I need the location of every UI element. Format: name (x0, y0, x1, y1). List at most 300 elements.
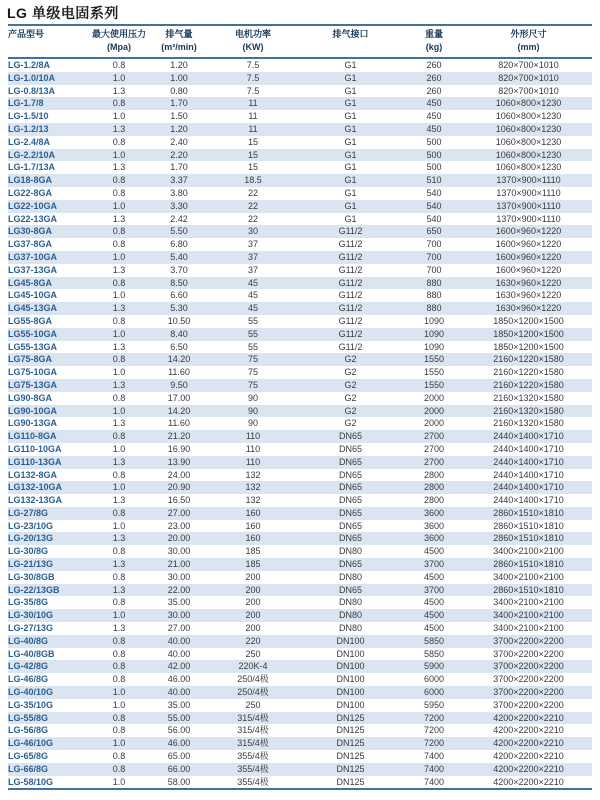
value-cell: 4200×2200×2210 (493, 776, 564, 787)
value-cell: 450 (426, 98, 442, 109)
value-cell: 1370×900×1110 (496, 175, 561, 186)
value-cell: 1.3 (112, 418, 126, 429)
table-row (8, 315, 592, 328)
model-cell: LG-27/13G (8, 623, 54, 634)
value-cell: 315/4极 (237, 738, 269, 749)
value-cell: 4500 (423, 571, 445, 582)
table-row (8, 366, 592, 379)
value-cell: 7200 (423, 738, 445, 749)
value-cell: 1.0 (112, 443, 126, 454)
value-cell: 1.3 (112, 341, 126, 352)
value-cell: 3600 (423, 507, 445, 518)
value-cell: 2440×1400×1710 (493, 469, 564, 480)
value-cell: 1600×960×1220 (495, 239, 562, 250)
value-cell: 2860×1510×1810 (493, 507, 564, 518)
value-cell: 110 (245, 456, 261, 467)
column-header (298, 25, 403, 58)
value-cell: 185 (245, 559, 261, 570)
model-cell: LG-40/8GB (8, 648, 55, 659)
model-cell: LG-1.2/13 (8, 123, 49, 134)
table-row (8, 264, 592, 277)
value-cell: 450 (426, 111, 442, 122)
value-cell: DN100 (336, 648, 365, 659)
model-cell: LG37-13GA (8, 264, 58, 275)
value-cell: 22 (247, 200, 258, 211)
value-cell: 1.3 (112, 623, 126, 634)
column-header-unit: (m³/min) (161, 42, 197, 52)
value-cell: 1630×960×1220 (495, 290, 562, 301)
model-cell: LG132-10GA (8, 482, 63, 493)
model-cell: LG55-13GA (8, 341, 58, 352)
value-cell: DN65 (338, 469, 362, 480)
value-cell: 1850×1200×1500 (493, 328, 564, 339)
value-cell: 2700 (423, 431, 445, 442)
value-cell: 11.60 (168, 367, 190, 378)
value-cell: DN80 (338, 597, 362, 608)
value-cell: 1.3 (112, 264, 126, 275)
value-cell: 250/4极 (237, 674, 269, 685)
table-row (8, 532, 592, 545)
value-cell: 1.3 (112, 559, 126, 570)
value-cell: 1.00 (170, 72, 188, 83)
value-cell: G2 (344, 354, 357, 365)
value-cell: 14.20 (167, 354, 191, 365)
value-cell: 3700×2200×2200 (493, 699, 564, 710)
table-row (8, 494, 592, 507)
value-cell: 3700×2200×2200 (493, 661, 564, 672)
value-cell: 355/4极 (237, 763, 269, 774)
value-cell: 110 (245, 443, 261, 454)
value-cell: 2000 (423, 405, 445, 416)
value-cell: 1.0 (112, 776, 126, 787)
value-cell: 0.8 (112, 175, 126, 186)
model-cell: LG-23/10G (8, 520, 54, 531)
table-row (8, 200, 592, 213)
value-cell: 355/4极 (237, 776, 269, 787)
value-cell: 7200 (423, 712, 445, 723)
value-cell: 27.00 (167, 507, 191, 518)
value-cell: 1060×800×1230 (495, 123, 562, 134)
model-cell: LG45-13GA (8, 303, 58, 314)
value-cell: 3700 (423, 584, 445, 595)
value-cell: 540 (426, 213, 442, 224)
value-cell: DN100 (336, 661, 365, 672)
table-row (8, 149, 592, 162)
value-cell: G11/2 (338, 226, 363, 237)
value-cell: DN125 (336, 725, 365, 736)
table-row (8, 238, 592, 251)
value-cell: 1550 (423, 367, 445, 378)
model-cell: LG-35/10G (8, 699, 54, 710)
value-cell: 11 (248, 111, 258, 122)
value-cell: 2700 (423, 443, 445, 454)
value-cell: 40.00 (167, 635, 191, 646)
model-cell: LG45-10GA (8, 290, 58, 301)
model-cell: LG30-8GA (8, 226, 53, 237)
model-cell: LG-46/10G (8, 738, 54, 749)
value-cell: 3700×2200×2200 (493, 674, 564, 685)
value-cell: 1.3 (112, 213, 126, 224)
value-cell: 7400 (423, 751, 445, 762)
value-cell: 200 (245, 584, 261, 595)
value-cell: 5850 (423, 635, 445, 646)
value-cell: 1.0 (112, 72, 126, 83)
value-cell: 1370×900×1110 (496, 187, 561, 198)
value-cell: 1550 (423, 379, 445, 390)
value-cell: 5.40 (170, 251, 188, 262)
value-cell: 315/4极 (237, 725, 269, 736)
table-row (8, 699, 592, 712)
table-row (8, 469, 592, 482)
value-cell: G11/2 (338, 290, 363, 301)
value-cell: 132 (245, 469, 261, 480)
value-cell: 6.80 (170, 239, 188, 250)
value-cell: 2.40 (170, 136, 188, 147)
table-row (8, 213, 592, 226)
value-cell: 2160×1220×1580 (493, 354, 564, 365)
column-header (208, 25, 298, 58)
model-cell: LG-40/10G (8, 687, 54, 698)
column-header (403, 25, 465, 58)
value-cell: 7.5 (246, 60, 260, 70)
value-cell: 0.8 (112, 597, 126, 608)
value-cell: 6.50 (170, 341, 188, 352)
model-cell: LG-1.7/8 (8, 98, 44, 109)
value-cell: G11/2 (338, 251, 363, 262)
value-cell: G2 (344, 367, 357, 378)
table-row (8, 545, 592, 558)
value-cell: 1.3 (112, 123, 126, 134)
value-cell: 220K-4 (238, 661, 268, 672)
value-cell: 880 (426, 290, 442, 301)
value-cell: DN65 (338, 495, 362, 506)
value-cell: 0.8 (112, 187, 126, 198)
value-cell: 45 (247, 290, 258, 301)
value-cell: 40.00 (167, 648, 191, 659)
value-cell: 90 (247, 405, 258, 416)
value-cell: 11 (248, 123, 258, 134)
value-cell: 40.00 (167, 687, 191, 698)
value-cell: 7.5 (246, 85, 260, 96)
value-cell: 22 (247, 213, 258, 224)
value-cell: 18.5 (244, 175, 262, 186)
table-row (8, 328, 592, 341)
column-header-unit: (mm) (517, 42, 540, 52)
value-cell: 1060×800×1230 (495, 136, 562, 147)
model-cell: LG-21/13G (8, 559, 54, 570)
value-cell: DN65 (338, 584, 362, 595)
value-cell: 16.90 (167, 443, 191, 454)
spec-table-body (8, 58, 592, 789)
value-cell: 3400×2100×2100 (493, 546, 564, 557)
value-cell: 160 (245, 520, 261, 531)
value-cell: 3.30 (170, 200, 188, 211)
value-cell: 0.80 (170, 85, 188, 96)
value-cell: 3.80 (170, 187, 188, 198)
value-cell: 3400×2100×2100 (493, 571, 564, 582)
model-cell: LG-35/8G (8, 597, 49, 608)
value-cell: 0.8 (112, 392, 126, 403)
value-cell: 3600 (423, 520, 445, 531)
value-cell: 4500 (423, 546, 445, 557)
value-cell: 0.8 (112, 763, 126, 774)
value-cell: G1 (344, 85, 357, 96)
value-cell: 22 (247, 187, 258, 198)
value-cell: 1.0 (112, 111, 126, 122)
value-cell: 4200×2200×2210 (493, 725, 564, 736)
value-cell: DN65 (338, 520, 362, 531)
value-cell: 2160×1220×1580 (493, 367, 564, 378)
value-cell: G11/2 (338, 328, 363, 339)
value-cell: 2.42 (170, 213, 188, 224)
value-cell: DN100 (336, 687, 365, 698)
value-cell: 2160×1220×1580 (493, 379, 564, 390)
value-cell: 4500 (423, 610, 445, 621)
value-cell: G1 (344, 72, 357, 83)
value-cell: 0.8 (112, 546, 126, 557)
column-header (8, 25, 88, 58)
value-cell: 2160×1320×1580 (493, 405, 564, 416)
value-cell: 4500 (423, 623, 445, 634)
model-cell: LG37-10GA (8, 251, 58, 262)
value-cell: 22.00 (167, 584, 191, 595)
value-cell: 1.0 (112, 149, 126, 160)
value-cell: 15 (247, 162, 258, 173)
value-cell: 75 (247, 379, 258, 390)
value-cell: 0.8 (112, 648, 126, 659)
value-cell: 200 (245, 597, 261, 608)
value-cell: 1.0 (112, 738, 126, 749)
value-cell: 1090 (423, 315, 445, 326)
value-cell: 1.70 (170, 98, 188, 109)
model-cell: LG22-13GA (8, 213, 58, 224)
value-cell: 0.8 (112, 354, 126, 365)
value-cell: 1.0 (112, 405, 126, 416)
value-cell: 1060×800×1230 (495, 149, 562, 160)
value-cell: 5.30 (170, 303, 188, 314)
value-cell: 2700 (423, 456, 445, 467)
value-cell: 55 (247, 341, 258, 352)
table-row (8, 85, 592, 98)
value-cell: G2 (344, 392, 357, 403)
column-header-unit: (kg) (425, 42, 443, 52)
model-cell: LG-20/13G (8, 533, 54, 544)
value-cell: 11.60 (168, 418, 190, 429)
value-cell: 3700 (423, 559, 445, 570)
column-header-unit (8, 41, 88, 54)
value-cell: 6.60 (170, 290, 188, 301)
value-cell: DN80 (338, 610, 362, 621)
value-cell: 35.00 (167, 597, 191, 608)
value-cell: 1.20 (170, 123, 188, 134)
value-cell: 250/4极 (237, 687, 269, 698)
column-header-label: 排气量 (165, 29, 193, 39)
model-cell: LG-22/13GB (8, 584, 60, 595)
value-cell: 500 (426, 136, 442, 147)
value-cell: 8.50 (170, 277, 188, 288)
value-cell: 820×700×1010 (498, 72, 559, 83)
value-cell: DN65 (338, 482, 362, 493)
value-cell: 3600 (423, 533, 445, 544)
value-cell: G1 (344, 175, 357, 186)
value-cell: 1.0 (112, 200, 126, 211)
value-cell: 160 (245, 507, 261, 518)
value-cell: G2 (344, 379, 357, 390)
value-cell: 2860×1510×1810 (493, 520, 564, 531)
value-cell: 1.3 (112, 303, 126, 314)
value-cell: 0.8 (112, 661, 126, 672)
value-cell: 0.8 (112, 277, 126, 288)
model-cell: LG-1.7/13A (8, 162, 56, 173)
model-cell: LG110-10GA (8, 443, 62, 454)
value-cell: 2860×1510×1810 (493, 559, 564, 570)
value-cell: DN100 (336, 635, 365, 646)
table-row (8, 686, 592, 699)
value-cell: 315/4极 (237, 712, 269, 723)
value-cell: 1.3 (112, 533, 126, 544)
value-cell: 4200×2200×2210 (493, 751, 564, 762)
value-cell: 2440×1400×1710 (493, 431, 564, 442)
value-cell: 0.8 (112, 751, 126, 762)
value-cell: DN65 (338, 456, 362, 467)
table-row (8, 58, 592, 72)
value-cell: 5.50 (170, 226, 188, 237)
value-cell: 1.0 (112, 290, 126, 301)
value-cell: 540 (426, 200, 442, 211)
table-row (8, 123, 592, 136)
value-cell: 46.00 (167, 674, 191, 685)
value-cell: 3400×2100×2100 (493, 610, 564, 621)
value-cell: DN65 (338, 443, 362, 454)
value-cell: DN65 (338, 533, 362, 544)
value-cell: 3700×2200×2200 (493, 687, 564, 698)
table-row (8, 673, 592, 686)
value-cell: 650 (426, 226, 442, 237)
value-cell: 42.00 (167, 661, 191, 672)
value-cell: 0.8 (112, 226, 126, 237)
value-cell: 17.00 (167, 392, 191, 403)
value-cell: G1 (344, 213, 357, 224)
value-cell: 30.00 (167, 571, 191, 582)
value-cell: 37 (247, 251, 258, 262)
value-cell: 132 (245, 495, 261, 506)
model-cell: LG-56/8G (8, 725, 49, 736)
table-row (8, 596, 592, 609)
value-cell: 15 (247, 136, 258, 147)
value-cell: 30 (247, 226, 258, 237)
model-cell: LG-65/8G (8, 751, 49, 762)
model-cell: LG110-8GA (8, 431, 57, 442)
value-cell: 16.50 (167, 495, 191, 506)
model-cell: LG90-13GA (8, 418, 58, 429)
value-cell: G11/2 (338, 264, 363, 275)
value-cell: 21.20 (167, 431, 191, 442)
table-row (8, 456, 592, 469)
value-cell: 30.00 (167, 546, 191, 557)
value-cell: G1 (344, 162, 357, 173)
value-cell: 0.8 (112, 725, 126, 736)
value-cell: 21.00 (167, 559, 191, 570)
value-cell: 3.37 (170, 175, 188, 186)
column-header-unit: (Mpa) (107, 42, 131, 52)
table-row (8, 174, 592, 187)
value-cell: 56.00 (167, 725, 191, 736)
value-cell: 30.00 (167, 610, 191, 621)
value-cell: 75 (247, 367, 258, 378)
value-cell: 1.70 (170, 162, 188, 173)
model-cell: LG-42/8G (8, 661, 49, 672)
column-header (465, 25, 592, 58)
model-cell: LG18-8GA (8, 175, 53, 186)
value-cell: 0.8 (112, 431, 126, 442)
value-cell: 2000 (423, 392, 445, 403)
table-row (8, 379, 592, 392)
value-cell: 2000 (423, 418, 445, 429)
table-row (8, 302, 592, 315)
value-cell: DN125 (336, 763, 365, 774)
value-cell: 200 (245, 623, 261, 634)
model-cell: LG75-10GA (8, 367, 58, 378)
table-row (8, 353, 592, 366)
value-cell: 3.70 (170, 264, 188, 275)
model-cell: LG-55/8G (8, 712, 49, 723)
value-cell: 2.20 (170, 149, 188, 160)
value-cell: 1060×800×1230 (495, 162, 562, 173)
value-cell: 1090 (423, 328, 445, 339)
value-cell: 24.00 (167, 469, 191, 480)
model-cell: LG-1.2/8A (8, 60, 51, 70)
value-cell: 880 (426, 303, 442, 314)
model-cell: LG132-13GA (8, 495, 63, 506)
value-cell: 1.0 (112, 251, 126, 262)
value-cell: 2800 (423, 469, 445, 480)
value-cell: 250 (245, 699, 261, 710)
value-cell: 35.00 (167, 699, 191, 710)
table-row (8, 750, 592, 763)
value-cell: 3400×2100×2100 (493, 623, 564, 634)
value-cell: 75 (247, 354, 258, 365)
model-cell: LG-30/8GB (8, 571, 55, 582)
value-cell: 58.00 (167, 776, 191, 787)
table-row (8, 776, 592, 790)
value-cell: DN80 (338, 571, 362, 582)
table-row (8, 417, 592, 430)
value-cell: DN80 (338, 546, 362, 557)
value-cell: 45 (247, 303, 258, 314)
value-cell: 880 (426, 277, 442, 288)
value-cell: 0.8 (112, 239, 126, 250)
page-title: LG 单级电固系列 (7, 5, 119, 21)
value-cell: 37 (247, 239, 258, 250)
model-cell: LG37-8GA (8, 239, 53, 250)
value-cell: G1 (344, 60, 357, 70)
value-cell: DN80 (338, 623, 362, 634)
value-cell: 5950 (423, 699, 445, 710)
table-row (8, 520, 592, 533)
table-row (8, 161, 592, 174)
value-cell: 55.00 (167, 712, 191, 723)
value-cell: 0.8 (112, 60, 126, 70)
value-cell: 0.8 (112, 571, 126, 582)
value-cell: 1.0 (112, 699, 126, 710)
model-cell: LG22-10GA (8, 200, 58, 211)
table-row (8, 277, 592, 290)
value-cell: G1 (344, 111, 357, 122)
value-cell: G2 (344, 405, 357, 416)
product-spec-table (8, 24, 592, 790)
value-cell: 0.8 (112, 136, 126, 147)
value-cell: 5850 (423, 648, 445, 659)
